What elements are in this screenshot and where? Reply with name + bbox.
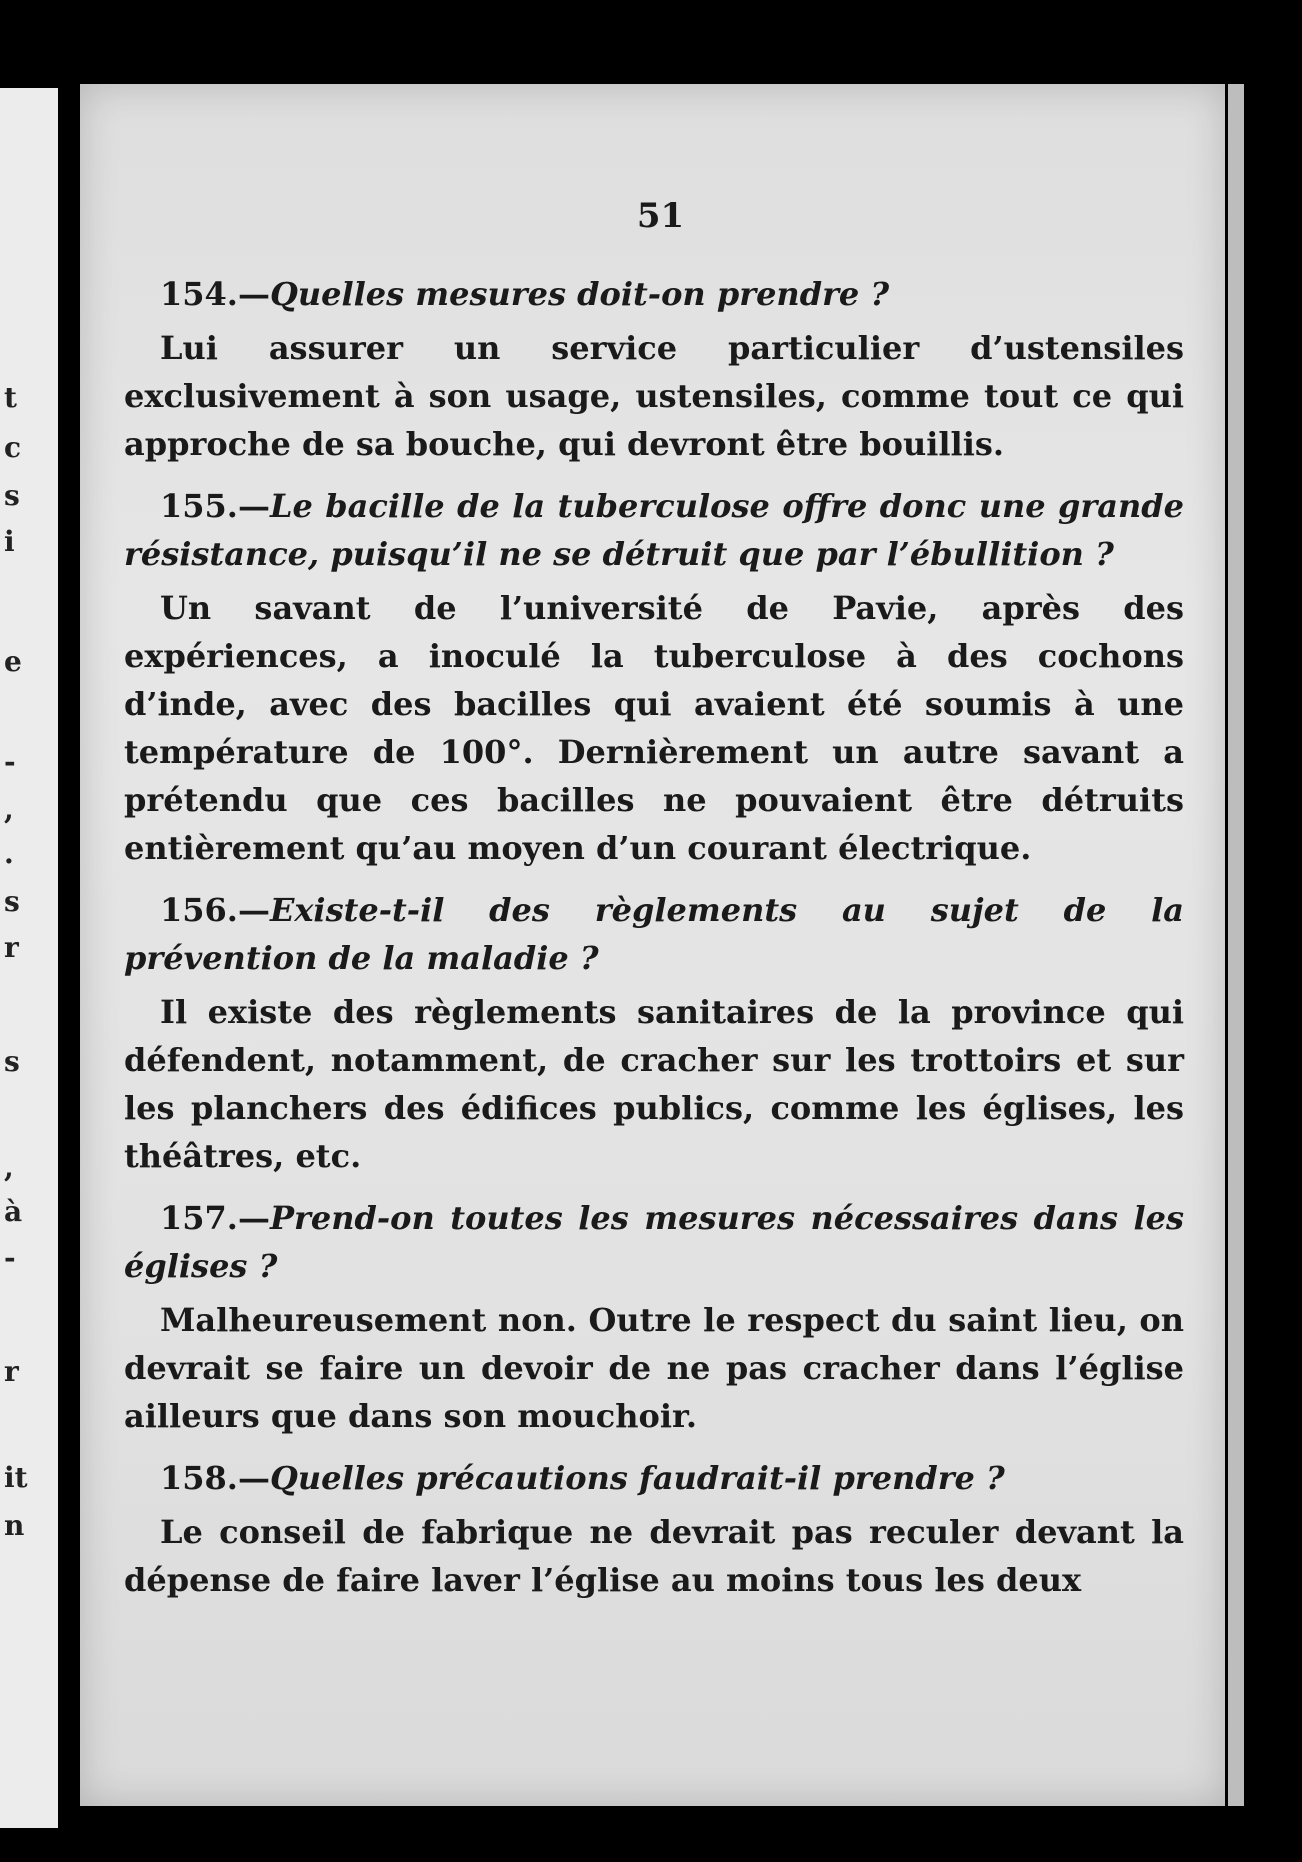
facing-page-fragment: r	[4, 1355, 19, 1388]
facing-page-fragment: à	[4, 1195, 23, 1228]
question-text: Quelles mesures doit-on prendre ?	[269, 275, 890, 313]
answer-154: Lui assurer un service particulier d’ustensiles exclusivement à son usage, ustensiles, comme tout ce qui approche de sa bouche, qui devront être bouillis.	[124, 329, 1184, 463]
facing-page-fragment: s	[4, 479, 20, 512]
facing-page-fragment: it	[4, 1461, 28, 1494]
page-number: 51	[636, 196, 685, 236]
page-content	[124, 270, 1184, 1618]
facing-page-fragment: ,	[4, 1151, 14, 1184]
answer-157: Malheureusement non. Outre le respect du saint lieu, on devrait se faire un devoir de ne pas cracher dans l’église ailleurs que dans son mouchoir.	[124, 1301, 1184, 1435]
question-number: 154.—	[160, 275, 270, 313]
answer-155: Un savant de l’université de Pavie, après des expériences, a inoculé la tuberculose à des cochons d’inde, avec des bacilles qui avaient été soumis à une température de 100°. Dernièrement un autre savant a prétendu que ces bacilles ne pouvaient être détruits entièrement qu’au moyen d’un courant électrique.	[124, 589, 1184, 867]
facing-page-fragment: i	[4, 525, 15, 558]
facing-page-fragment: -	[4, 745, 16, 778]
question-154	[124, 270, 1184, 318]
facing-page-fragment: e	[4, 645, 22, 678]
question-155	[124, 482, 1184, 578]
question-158	[124, 1454, 1184, 1502]
question-number: 156.—	[160, 891, 270, 929]
facing-page-fragment: -	[4, 1241, 16, 1274]
facing-page-fragment: .	[4, 837, 14, 870]
question-text: Prend-on toutes les mesures nécessaires dans les églises ?	[124, 1199, 1184, 1285]
facing-page-fragment: ,	[4, 793, 14, 826]
facing-page-fragment: s	[4, 885, 20, 918]
answer-158: Le conseil de fabrique ne devrait pas reculer devant la dépense de faire laver l’église au moins tous les deux	[124, 1513, 1184, 1599]
question-number: 157.—	[160, 1199, 270, 1237]
answer-156: Il existe des règlements sanitaires de la province qui défendent, notamment, de cracher sur les trottoirs et sur les planchers des édifices publics, comme les églises, les théâtres, etc.	[124, 993, 1184, 1175]
facing-page-fragment: c	[4, 431, 22, 464]
facing-page-fragment: r	[4, 931, 19, 964]
facing-page-edge	[0, 88, 58, 1828]
question-text: Existe-t-il des règlements au sujet de la prévention de la maladie ?	[124, 891, 1184, 977]
question-number: 158.—	[160, 1459, 270, 1497]
question-text: Quelles précautions faudrait-il prendre ?	[269, 1459, 1005, 1497]
book-page	[80, 84, 1225, 1806]
question-text: Le bacille de la tuberculose offre donc une grande résistance, puisqu’il ne se détruit que par l’ébullition ?	[124, 487, 1184, 573]
question-156	[124, 886, 1184, 982]
facing-page-fragment: t	[4, 381, 17, 414]
question-157	[124, 1194, 1184, 1290]
facing-page-fragment: n	[4, 1509, 25, 1542]
facing-page-fragment: s	[4, 1045, 20, 1078]
question-number: 155.—	[160, 487, 270, 525]
page-stack-edge	[1228, 84, 1244, 1806]
